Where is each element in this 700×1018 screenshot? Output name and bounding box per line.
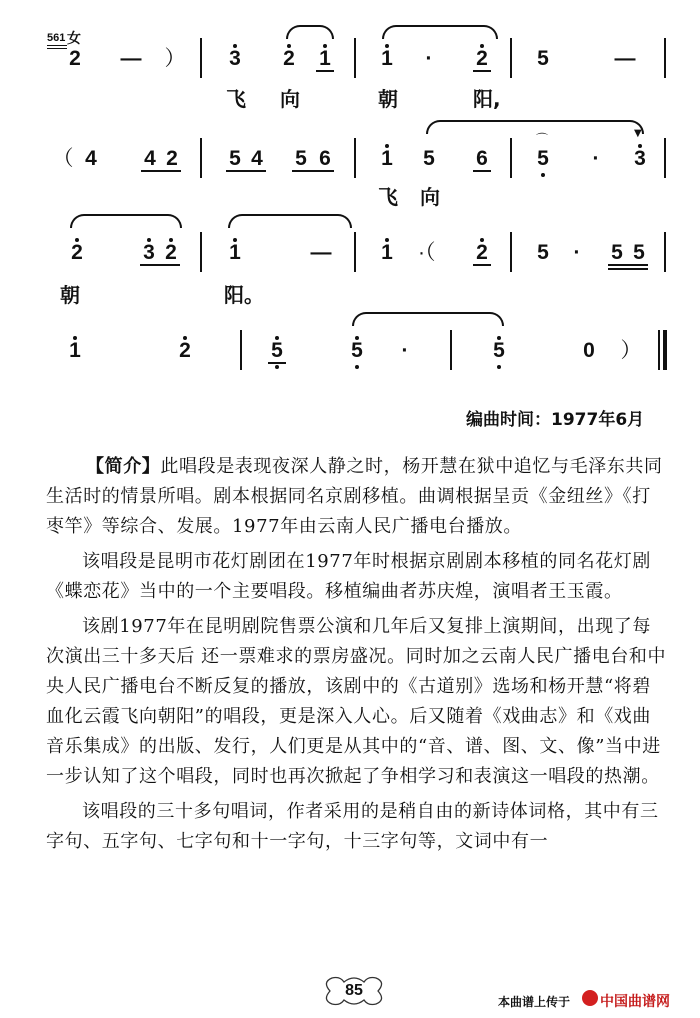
lyric: 朝 — [60, 283, 80, 307]
note: 6 — [476, 147, 488, 170]
note: 3 — [143, 241, 155, 264]
paragraph: 该唱段是昆明市花灯剧团在1977年时根据京剧剧本移植的同名花灯剧《蝶恋花》当中的一个主要唱段。移植编曲者苏庆煌，演唱者王玉霞。 — [46, 551, 652, 602]
intro-label: 【简介】 — [86, 456, 161, 477]
underline — [316, 70, 334, 72]
lyric: 向 — [420, 185, 440, 209]
note: 0 — [583, 339, 595, 362]
note: 2 — [476, 47, 488, 70]
note: 5 — [351, 339, 363, 362]
note: 2 — [476, 241, 488, 264]
slur — [426, 120, 644, 134]
barline — [354, 38, 356, 78]
slur — [352, 312, 504, 326]
note: — — [120, 47, 142, 70]
slur — [70, 214, 182, 228]
page-number: 85 — [345, 982, 363, 999]
note: 5 — [423, 147, 435, 170]
final-barline-thick — [663, 330, 667, 370]
barline — [664, 38, 666, 78]
note: 2 — [71, 241, 83, 264]
note: 1 — [381, 47, 393, 70]
lyric: 向 — [280, 87, 300, 111]
slur — [286, 25, 334, 39]
note: 1 — [381, 147, 393, 170]
underline — [473, 170, 491, 172]
grace-notes: 561 — [47, 32, 66, 44]
octave-dot-below — [497, 365, 501, 369]
barline — [354, 232, 356, 272]
note: — — [614, 47, 636, 70]
lyric: 飞 — [378, 185, 398, 209]
lyric: 飞 — [226, 87, 246, 111]
note: 6 — [319, 147, 331, 170]
underline — [608, 268, 648, 270]
note: 5 — [537, 241, 549, 264]
note: 1 — [381, 241, 393, 264]
barline — [450, 330, 452, 370]
octave-dot-below — [275, 365, 279, 369]
note: · — [401, 339, 409, 362]
paragraph: 该剧1977年在昆明剧院售票公演和几年后又复排上演期间，出现了每次演出三十多天后 还一票难求的票房盛况。同时加之云南人民广播电台和中央人民广播电台不断反复的播放，该剧中的《古道别》选场和杨开慧“将碧血化云霞飞向朝阳”的唱段，更是深入人心。后又随着《戏曲志》和《戏曲音乐集成》的出版、发行，人们更是从其中的“音、谱、图、文、像”当中进一步认知了这个唱段，同时也再次掀起了争相学习和表演这一唱段的热潮。 — [46, 616, 667, 787]
note: 5 — [295, 147, 307, 170]
note: 5 — [271, 339, 283, 362]
octave-dot-below — [355, 365, 359, 369]
site-name[interactable]: 中国曲谱网 — [600, 994, 670, 1010]
note: · — [425, 47, 433, 70]
lyric: 阳, — [473, 87, 501, 111]
note: ） — [620, 339, 642, 362]
underline — [473, 264, 491, 266]
barline — [510, 38, 512, 78]
paragraph — [46, 452, 668, 542]
note: 3 — [634, 147, 646, 170]
note: 1 — [229, 241, 241, 264]
note: （ — [52, 147, 74, 170]
barline — [200, 138, 202, 178]
note: 2 — [283, 47, 295, 70]
barline — [664, 232, 666, 272]
barline — [200, 38, 202, 78]
slur — [382, 25, 498, 39]
note: · — [573, 241, 581, 264]
note: 5 — [537, 47, 549, 70]
lyric: 阳。 — [224, 283, 264, 307]
note: · — [592, 147, 600, 170]
note: 2 — [179, 339, 191, 362]
lyric: 朝 — [378, 87, 398, 111]
barline — [240, 330, 242, 370]
note: — — [310, 241, 332, 264]
note: 2 — [69, 47, 81, 70]
barline — [510, 232, 512, 272]
note: 5 — [229, 147, 241, 170]
underline — [268, 362, 286, 364]
note: 4 — [144, 147, 156, 170]
note: 3 — [229, 47, 241, 70]
upload-text: 本曲谱上传于 — [498, 995, 571, 1009]
note: 2 — [165, 241, 177, 264]
barline — [510, 138, 512, 178]
note: 1 — [319, 47, 331, 70]
note: 5 — [633, 241, 645, 264]
fermata-icon: ⌒ — [536, 132, 549, 146]
note: 5 — [611, 241, 623, 264]
note: 2 — [166, 147, 178, 170]
paragraph-text: 此唱段是表现夜深人静之时，杨开慧在狱中追忆与毛泽东共同生活时的情景所唱。剧本根据同名京剧移植。曲调根据呈贡《金纽丝》《打枣竿》等综合、发展。1977年由云南人民广播电台播放。 — [46, 456, 663, 537]
underline — [608, 264, 648, 266]
compose-time: 编曲时间：1977年6月 — [466, 410, 645, 430]
underline — [226, 170, 266, 172]
barline — [354, 138, 356, 178]
underline — [292, 170, 334, 172]
note: ·（ — [418, 241, 436, 264]
intro-text — [46, 452, 668, 862]
note: 5 — [493, 339, 505, 362]
grace-lyric: 女 — [67, 30, 81, 46]
barline — [664, 138, 666, 178]
note: 5 — [537, 147, 549, 170]
note: ） — [164, 47, 186, 70]
octave-dot-below — [541, 173, 545, 177]
accent-icon: ▼ — [634, 128, 642, 139]
underline — [140, 264, 180, 266]
note: 1 — [69, 339, 81, 362]
slur — [228, 214, 352, 228]
underline — [473, 70, 491, 72]
note: 4 — [251, 147, 263, 170]
underline — [141, 170, 181, 172]
paragraph: 该唱段的三十多句唱词，作者采用的是稍自由的新诗体词格，其中有三字句、五字句、七字句和十一字句，十三字句等，文词中有一 — [46, 801, 659, 852]
site-logo-icon — [582, 990, 598, 1006]
final-barline-thin — [658, 330, 660, 370]
note: 4 — [85, 147, 97, 170]
grace-underline — [47, 45, 67, 46]
barline — [200, 232, 202, 272]
